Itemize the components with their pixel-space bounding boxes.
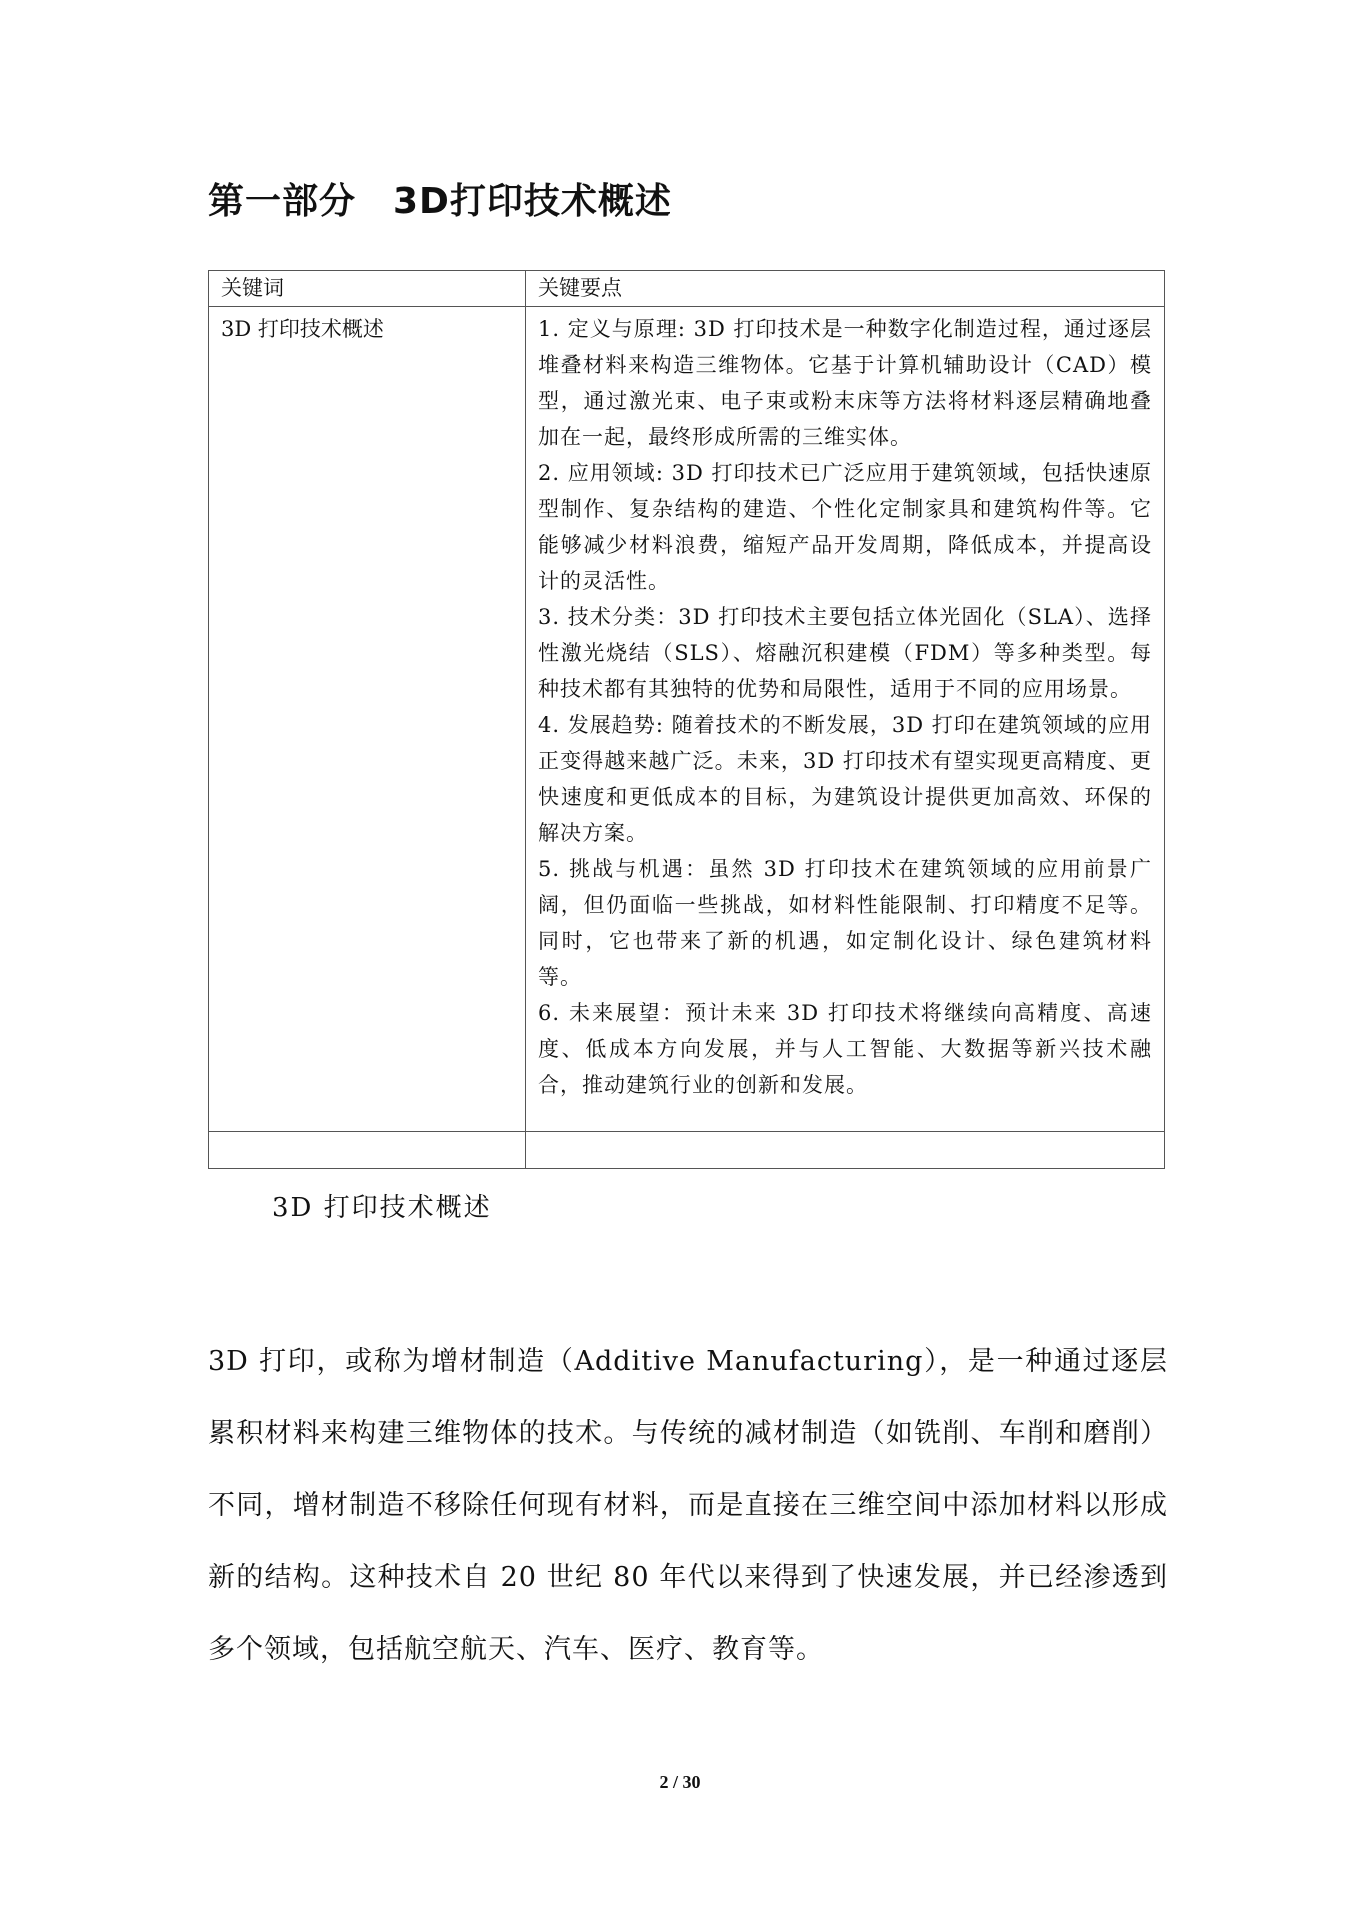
table-row <box>209 307 1165 1132</box>
table-header-row <box>209 271 1165 307</box>
key-points-table <box>208 270 1165 1169</box>
key-points-cell <box>526 307 1165 1132</box>
empty-cell <box>526 1132 1165 1169</box>
body-paragraph: 3D 打印，或称为增材制造（Additive Manufacturing），是一种通过逐层累积材料来构建三维物体的技术。与传统的减材制造（如铣削、车削和磨削）不同，增材制造不移除任何现有材料，而是直接在三维空间中添加材料以形成新的结构。这种技术自 20 世纪 80 年代以来得到了快速发展，并已经渗透到多个领域，包括航空航天、汽车、医疗、教育等。 <box>208 1346 1168 1665</box>
key-point-4: 4. 发展趋势: 随着技术的不断发展，3D 打印在建筑领域的应用正变得越来越广泛。未来，3D 打印技术有望实现更高精度、更快速度和更低成本的目标，为建筑设计提供更加高效、环保的解决方案。 <box>538 713 1152 845</box>
keyword-cell: 3D 打印技术概述 <box>209 307 526 1132</box>
empty-cell <box>209 1132 526 1169</box>
key-point-5: 5. 挑战与机遇：虽然 3D 打印技术在建筑领域的应用前景广阔，但仍面临一些挑战，如材料性能限制、打印精度不足等。同时，它也带来了新的机遇，如定制化设计、绿色建筑材料等。 <box>538 857 1152 989</box>
key-point-3: 3. 技术分类：3D 打印技术主要包括立体光固化（SLA）、选择性激光烧结（SLS）、熔融沉积建模（FDM）等多种类型。每种技术都有其独特的优势和局限性，适用于不同的应用场景。 <box>538 605 1152 701</box>
page-title: 第一部分 3D打印技术概述 <box>208 181 672 222</box>
header-key-points: 关键要点 <box>526 271 1165 307</box>
key-point-1: 1. 定义与原理: 3D 打印技术是一种数字化制造过程，通过逐层堆叠材料来构造三维物体。它基于计算机辅助设计（CAD）模型，通过激光束、电子束或粉末床等方法将材料逐层精确地叠加在一起，最终形成所需的三维实体。 <box>538 317 1152 449</box>
key-point-2: 2. 应用领域: 3D 打印技术已广泛应用于建筑领域，包括快速原型制作、复杂结构的建造、个性化定制家具和建筑构件等。它能够减少材料浪费，缩短产品开发周期，降低成本，并提高设计的灵活性。 <box>538 461 1152 593</box>
key-point-6: 6. 未来展望：预计未来 3D 打印技术将继续向高精度、高速度、低成本方向发展，并与人工智能、大数据等新兴技术融合，推动建筑行业的创新和发展。 <box>538 1001 1152 1097</box>
page-number: 2 / 30 <box>659 1772 701 1792</box>
header-keyword: 关键词 <box>209 271 526 307</box>
empty-table-row <box>209 1132 1165 1169</box>
section-label: 3D 打印技术概述 <box>272 1193 492 1223</box>
